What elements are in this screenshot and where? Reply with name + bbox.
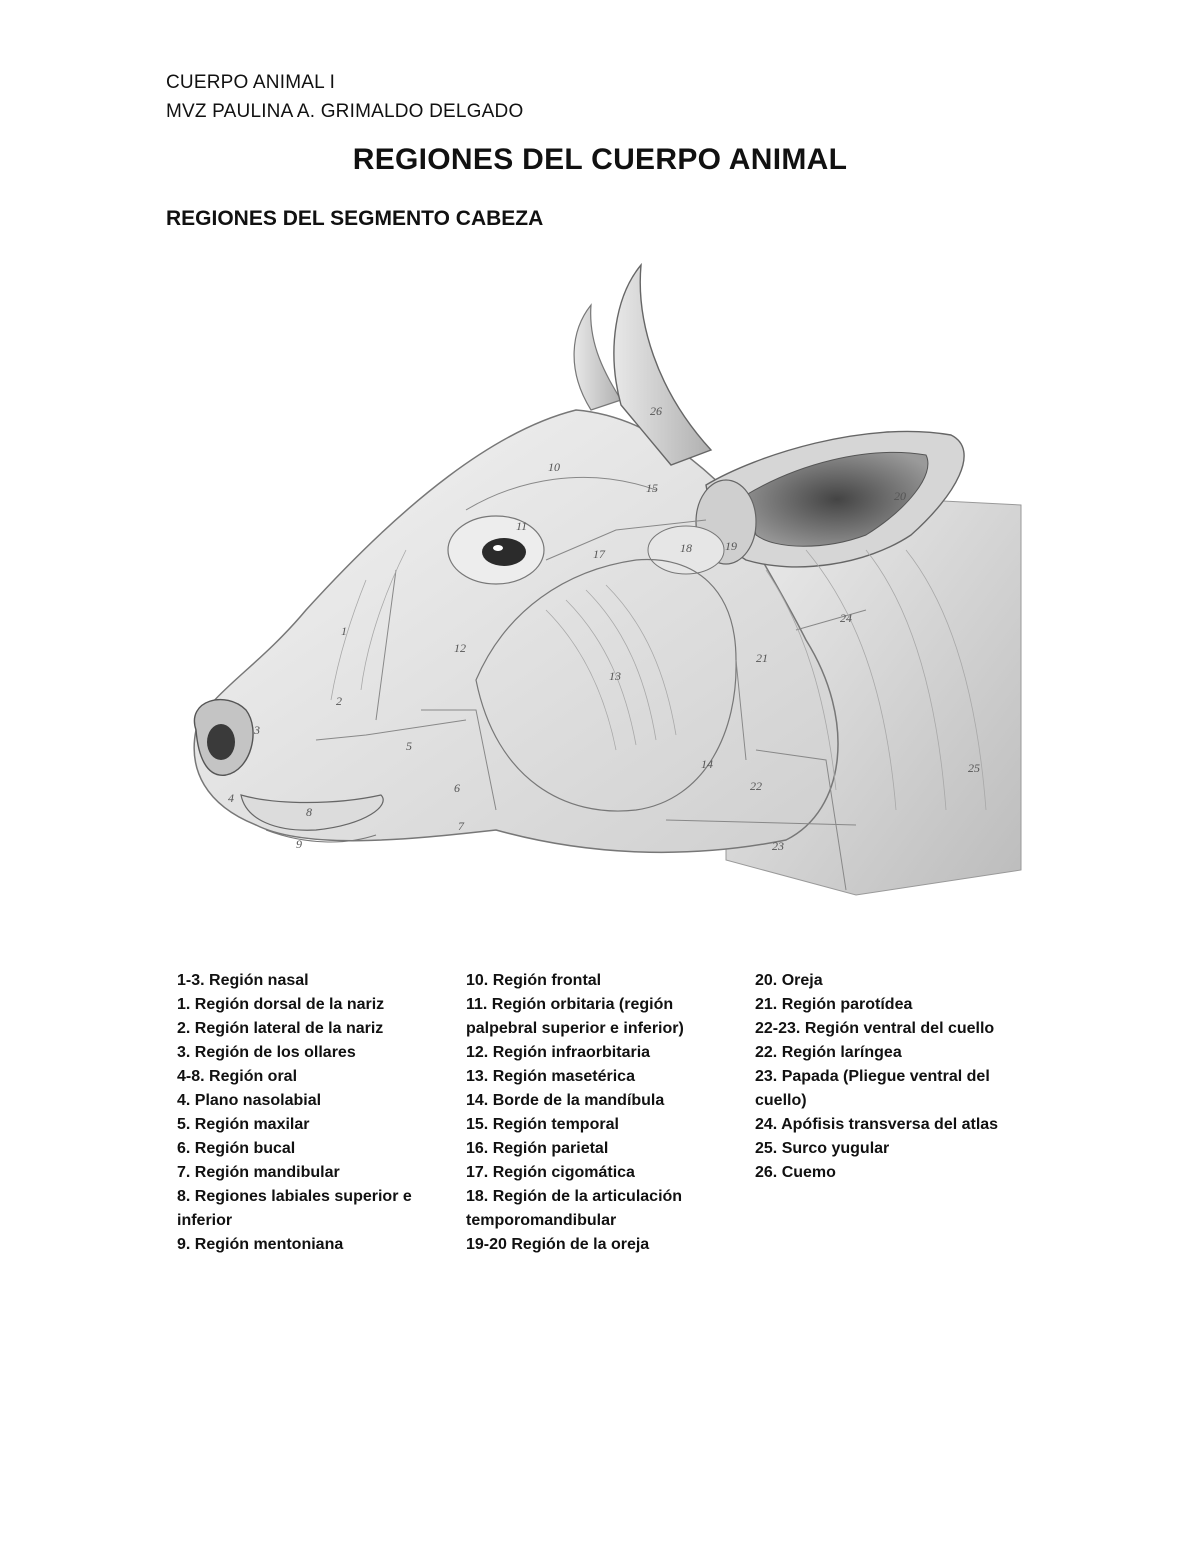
label-12: 12 xyxy=(454,641,466,655)
course-name: CUERPO ANIMAL I xyxy=(166,72,336,93)
label-15: 15 xyxy=(646,481,658,495)
legend-item: 22-23. Región ventral del cuello xyxy=(755,1020,995,1037)
legend-item: 25. Surco yugular xyxy=(755,1140,890,1157)
label-17: 17 xyxy=(593,547,605,561)
legend-item: 7. Región mandibular xyxy=(177,1164,340,1181)
eye xyxy=(482,538,526,566)
label-26: 26 xyxy=(650,404,662,418)
label-6: 6 xyxy=(454,781,460,795)
legend-item: 21. Región parotídea xyxy=(755,996,913,1013)
legend-item: 4-8. Región oral xyxy=(177,1068,298,1085)
label-14: 14 xyxy=(701,757,713,771)
legend-item: 1. Región dorsal de la nariz xyxy=(177,996,385,1013)
label-21: 21 xyxy=(756,651,768,665)
label-1: 1 xyxy=(341,624,347,638)
legend-item: 8. Regiones labiales superior e xyxy=(177,1188,412,1205)
legend-item: 2. Región lateral de la nariz xyxy=(177,1020,384,1037)
label-24: 24 xyxy=(840,611,852,625)
legend-column-2 xyxy=(466,969,731,1257)
legend-item: 20. Oreja xyxy=(755,972,823,989)
section-heading: REGIONES DEL SEGMENTO CABEZA xyxy=(166,207,544,230)
legend-item: 3. Región de los ollares xyxy=(177,1044,356,1061)
legend-item: 10. Región frontal xyxy=(466,972,602,989)
legend-item: 24. Apófisis transversa del atlas xyxy=(755,1116,999,1133)
author-name: MVZ PAULINA A. GRIMALDO DELGADO xyxy=(166,101,524,122)
legend-item: 16. Región parietal xyxy=(466,1140,609,1157)
legend-item: 9. Región mentoniana xyxy=(177,1236,344,1253)
legend-item: inferior xyxy=(177,1212,233,1229)
legend-item: 1-3. Región nasal xyxy=(177,972,309,989)
legend-item: 14. Borde de la mandíbula xyxy=(466,1092,665,1109)
legend-item: 23. Papada (Pliegue ventral del xyxy=(755,1068,990,1085)
label-25: 25 xyxy=(968,761,980,775)
label-3: 3 xyxy=(254,723,260,737)
label-13: 13 xyxy=(609,669,621,683)
legend-item: 11. Región orbitaria (región xyxy=(466,996,674,1013)
legend-item: palpebral superior e inferior) xyxy=(466,1020,684,1037)
label-19: 19 xyxy=(725,539,737,553)
label-18: 18 xyxy=(680,541,692,555)
cow-head-illustration xyxy=(166,250,1036,925)
label-5: 5 xyxy=(406,739,412,753)
legend-item: 15. Región temporal xyxy=(466,1116,619,1133)
legend-column-1 xyxy=(177,969,442,1257)
legend-item: 6. Región bucal xyxy=(177,1140,296,1157)
legend-item: 13. Región masetérica xyxy=(466,1068,635,1085)
nostril xyxy=(207,724,235,760)
label-7: 7 xyxy=(458,819,464,833)
label-10: 10 xyxy=(548,460,560,474)
legend-item: 17. Región cigomática xyxy=(466,1164,635,1181)
legend-item: 18. Región de la articulación xyxy=(466,1188,683,1205)
legend-column-3 xyxy=(755,969,1025,1185)
label-23: 23 xyxy=(772,839,784,853)
legend-item: cuello) xyxy=(755,1092,807,1109)
eye-highlight xyxy=(493,545,503,551)
label-4: 4 xyxy=(228,791,234,805)
label-9: 9 xyxy=(296,837,302,851)
label-11: 11 xyxy=(516,519,528,533)
label-8: 8 xyxy=(306,805,312,819)
legend-item: 26. Cuemo xyxy=(755,1164,836,1181)
label-20: 20 xyxy=(894,489,906,503)
page-title: REGIONES DEL CUERPO ANIMAL xyxy=(352,143,848,176)
legend-item: 19-20 Región de la oreja xyxy=(466,1236,650,1253)
label-2: 2 xyxy=(336,694,342,708)
legend-item: 5. Región maxilar xyxy=(177,1116,310,1133)
label-22: 22 xyxy=(750,779,762,793)
legend-item: temporomandibular xyxy=(466,1212,617,1229)
legend-item: 22. Región laríngea xyxy=(755,1044,902,1061)
legend-item: 12. Región infraorbitaria xyxy=(466,1044,651,1061)
legend-item: 4. Plano nasolabial xyxy=(177,1092,322,1109)
